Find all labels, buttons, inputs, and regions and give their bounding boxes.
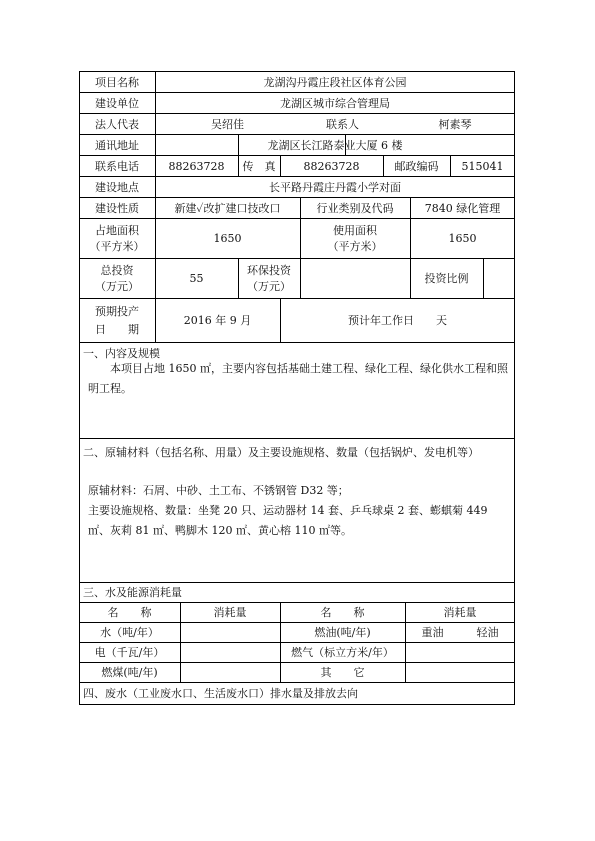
industry-value: 7840 绿化管理 bbox=[424, 202, 501, 215]
postcode-label: 邮政编码 bbox=[394, 160, 439, 173]
row-divider bbox=[79, 176, 515, 177]
phone-value: 88263728 bbox=[168, 160, 225, 173]
row-divider bbox=[79, 682, 515, 683]
energy-heavy-oil: 重油 bbox=[421, 626, 444, 639]
env-invest-unit: （万元） bbox=[247, 280, 291, 293]
energy-header-name: 名 称 bbox=[107, 606, 152, 619]
address-value: 龙湖区长江路泰业大厦 6 楼 bbox=[267, 139, 403, 152]
use-area-unit: （平方米） bbox=[327, 240, 383, 253]
workdays-label: 预计年工作日 天 bbox=[348, 314, 447, 327]
energy-other: 其 它 bbox=[320, 666, 365, 679]
row-divider bbox=[79, 298, 515, 299]
section4-title: 四、废水（工业废水口、生活废水口）排水量及排放去向 bbox=[83, 687, 358, 700]
invest-value: 55 bbox=[189, 272, 204, 285]
land-area-value: 1650 bbox=[213, 232, 242, 245]
section3-title: 三、水及能源消耗量 bbox=[83, 586, 182, 599]
fax-label: 传 真 bbox=[242, 160, 276, 173]
row-divider bbox=[79, 92, 515, 93]
section2-title: 二、原辅材料（包括名称、用量）及主要设施规格、数量（包括锅炉、发电机等） bbox=[83, 446, 479, 459]
land-area-label: 占地面积 bbox=[95, 224, 139, 237]
env-invest-label: 环保投资 bbox=[247, 264, 291, 277]
start-label-2: 日 期 bbox=[95, 323, 139, 336]
section1-text: 本项目占地 1650 ㎡，主要内容包括基础土建工程、绿化工程、绿化供水工程和照明工程。 bbox=[88, 362, 508, 395]
energy-power: 电（千瓦/年） bbox=[94, 646, 165, 659]
energy-coal: 燃煤(吨/年) bbox=[101, 666, 158, 679]
builder-value: 龙湖区城市综合管理局 bbox=[280, 97, 390, 110]
land-area-unit: （平方米） bbox=[89, 240, 145, 253]
invest-label: 总投资 bbox=[100, 264, 134, 277]
energy-gas: 燃气（标立方米/年） bbox=[291, 646, 394, 659]
site-label: 建设地点 bbox=[95, 181, 139, 194]
postcode-value: 515041 bbox=[461, 160, 504, 173]
legal-rep-value: 吴绍佳 bbox=[211, 118, 244, 131]
section2-line1: 原辅材料：石屑、中砂、土工布、不锈钢管 D32 等； bbox=[88, 484, 349, 497]
energy-light-oil: 轻油 bbox=[476, 626, 499, 639]
row-divider bbox=[79, 258, 515, 259]
contact-label: 联系人 bbox=[326, 118, 359, 131]
row-divider bbox=[79, 642, 515, 643]
invest-ratio-label: 投资比例 bbox=[424, 272, 469, 285]
energy-header-usage2: 消耗量 bbox=[443, 606, 477, 619]
project-name-label: 项目名称 bbox=[95, 76, 139, 89]
energy-water: 水（吨/年） bbox=[100, 626, 159, 639]
industry-label: 行业类别及代码 bbox=[316, 202, 394, 215]
row-divider bbox=[79, 438, 515, 439]
legal-rep-label: 法人代表 bbox=[95, 118, 139, 131]
row-divider bbox=[79, 134, 515, 135]
start-date-value: 2016 年 9 月 bbox=[183, 314, 252, 327]
invest-unit: （万元） bbox=[95, 280, 139, 293]
energy-header-usage: 消耗量 bbox=[213, 606, 247, 619]
builder-label: 建设单位 bbox=[95, 97, 139, 110]
nature-label: 建设性质 bbox=[95, 202, 139, 215]
row-divider bbox=[79, 197, 515, 198]
energy-header-name2: 名 称 bbox=[320, 606, 365, 619]
address-label: 通讯地址 bbox=[95, 139, 139, 152]
phone-label: 联系电话 bbox=[95, 160, 139, 173]
section1-title: 一、内容及规模 bbox=[83, 347, 160, 360]
project-name-value: 龙湖沟丹霞庄段社区体育公园 bbox=[263, 76, 407, 89]
use-area-label: 使用面积 bbox=[333, 224, 377, 237]
section2-line2: 主要设施规格、数量：坐凳 20 只、运动器材 14 套、乒乓球桌 2 套、蟛蜞菊 449 ㎡、灰莉 81 ㎡、鸭脚木 120 ㎡、黄心榕 110 ㎡等。 bbox=[88, 504, 488, 537]
row-divider bbox=[79, 622, 515, 623]
fax-value: 88263728 bbox=[303, 160, 360, 173]
use-area-value: 1650 bbox=[448, 232, 477, 245]
row-divider bbox=[79, 113, 515, 114]
row-divider bbox=[79, 342, 515, 343]
column-divider bbox=[300, 258, 301, 298]
row-divider bbox=[79, 582, 515, 583]
site-value: 长平路丹霞庄丹霞小学对面 bbox=[269, 181, 401, 194]
row-divider bbox=[79, 218, 515, 219]
column-divider bbox=[483, 258, 484, 298]
contact-value: 柯素琴 bbox=[438, 118, 472, 131]
energy-fuel-oil: 燃油(吨/年) bbox=[314, 626, 371, 639]
row-divider bbox=[79, 662, 515, 663]
nature-value: 新建✓改扩建口技改口 bbox=[174, 202, 281, 215]
row-divider bbox=[79, 602, 515, 603]
start-label: 预期投产 bbox=[95, 305, 139, 318]
